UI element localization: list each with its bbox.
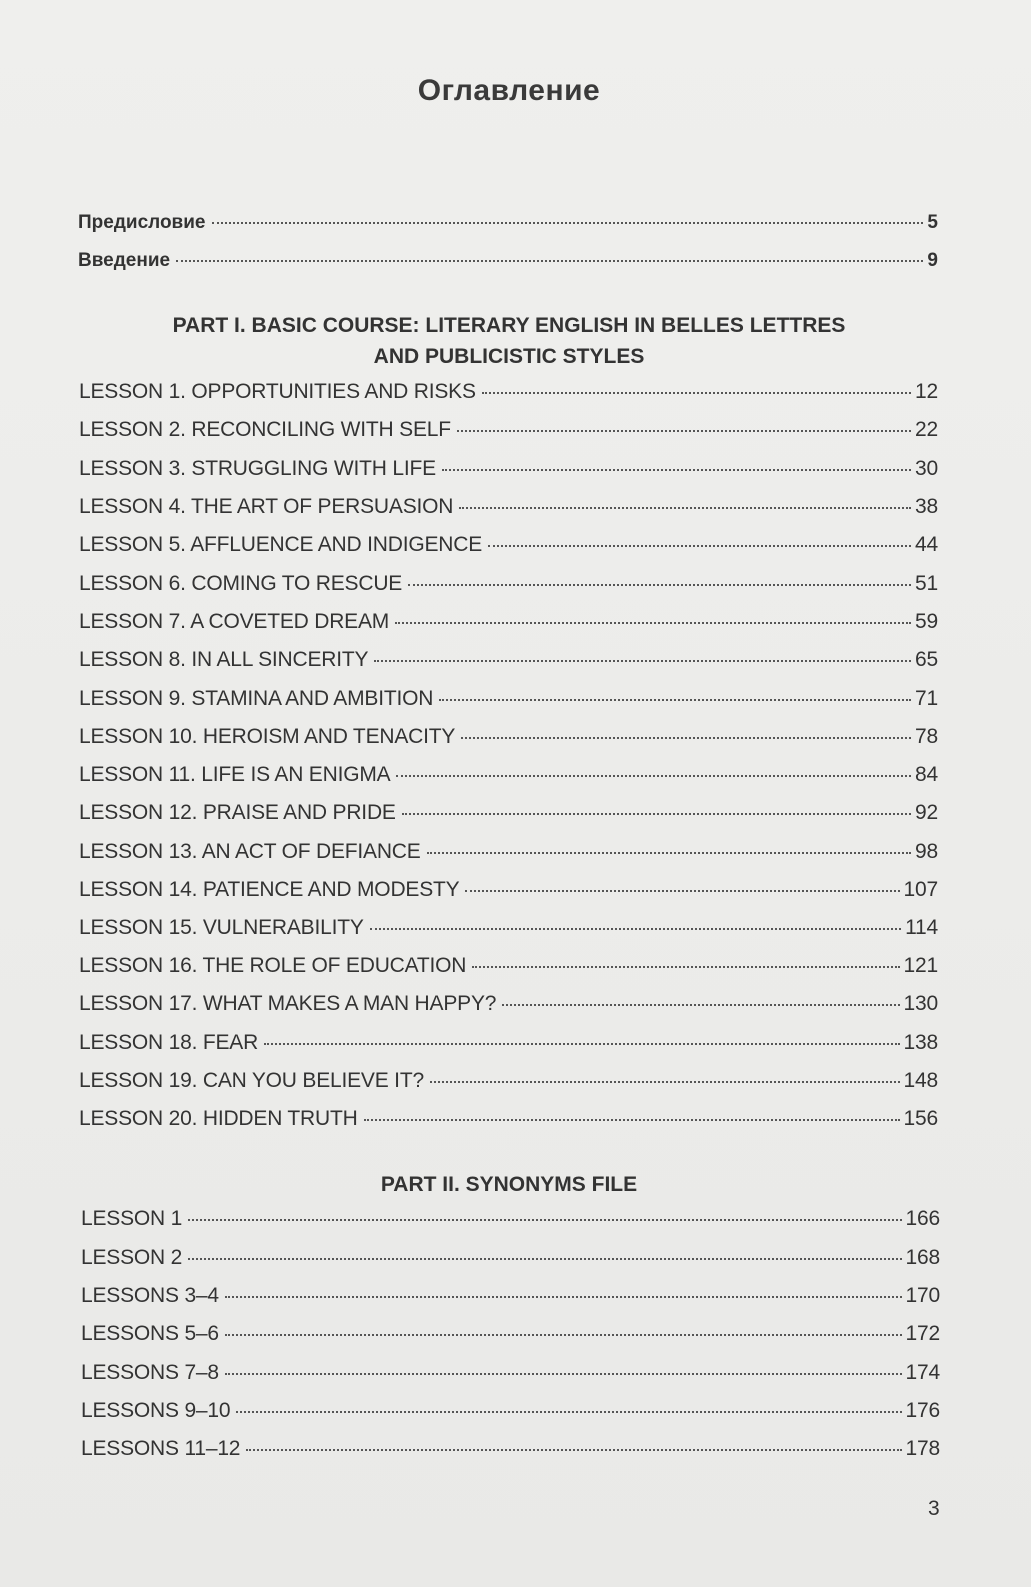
toc-entry-label: LESSON 5. AFFLUENCE AND INDIGENCE [79, 533, 483, 556]
toc-entry-lesson-6 [79, 572, 938, 602]
dot-leader [225, 1373, 902, 1375]
toc-entry-page: 78 [915, 725, 938, 748]
dot-leader [370, 928, 901, 930]
dot-leader [264, 1043, 899, 1045]
dot-leader [188, 1258, 901, 1260]
toc-entry-synonyms-11-12 [81, 1437, 940, 1467]
toc-entry-label: LESSON 3. STRUGGLING WITH LIFE [79, 457, 436, 480]
toc-entry-page: 172 [905, 1322, 940, 1345]
toc-entry-lesson-10 [79, 725, 938, 755]
toc-entry-lesson-12 [79, 801, 938, 831]
toc-entry-label: LESSON 20. HIDDEN TRUTH [79, 1107, 358, 1130]
dot-leader [374, 660, 911, 662]
dot-leader [246, 1449, 901, 1451]
toc-entry-preface [78, 212, 938, 242]
toc-entry-lesson-8 [79, 648, 938, 678]
toc-entry-page: 12 [915, 380, 938, 403]
dot-leader [364, 1119, 900, 1121]
toc-entry-label: LESSONS 9–10 [81, 1399, 231, 1422]
toc-entry-lesson-13 [79, 840, 938, 870]
dot-leader [439, 699, 911, 701]
toc-entry-page: 9 [927, 250, 938, 271]
toc-entry-page: 38 [915, 495, 938, 518]
toc-entry-lesson-5 [79, 533, 938, 563]
toc-entry-label: Предисловие [78, 212, 206, 233]
toc-entry-page: 51 [915, 572, 938, 595]
dot-leader [502, 1004, 899, 1006]
toc-entry-label: LESSON 13. AN ACT OF DEFIANCE [79, 840, 421, 863]
toc-entry-page: 138 [903, 1031, 938, 1054]
dot-leader [225, 1334, 902, 1336]
toc-entry-lesson-20 [79, 1107, 938, 1137]
page-number: 3 [928, 1497, 940, 1520]
toc-entry-page: 121 [903, 954, 938, 977]
toc-entry-page: 107 [903, 878, 938, 901]
dot-leader [395, 622, 911, 624]
toc-entry-page: 65 [915, 648, 938, 671]
toc-entry-synonyms-5-6 [81, 1322, 940, 1352]
dot-leader [212, 222, 924, 224]
toc-entry-label: LESSON 14. PATIENCE AND MODESTY [79, 878, 460, 901]
toc-entry-lesson-1 [79, 380, 938, 410]
toc-entry-page: 22 [915, 418, 938, 441]
toc-entry-page: 178 [905, 1437, 940, 1460]
toc-entry-label: LESSON 12. PRAISE AND PRIDE [79, 801, 396, 824]
dot-leader [465, 890, 899, 892]
dot-leader [482, 392, 911, 394]
toc-entry-lesson-17 [79, 992, 938, 1022]
toc-entry-page: 98 [915, 840, 938, 863]
dot-leader [459, 507, 911, 509]
toc-entry-label: LESSONS 11–12 [81, 1437, 241, 1460]
toc-entry-page: 59 [915, 610, 938, 633]
part-2-heading: PART II. SYNONYMS FILE [380, 1173, 638, 1196]
toc-entry-synonyms-2 [81, 1246, 940, 1276]
dot-leader [488, 545, 911, 547]
toc-entry-label: LESSON 11. LIFE IS AN ENIGMA [79, 763, 391, 786]
dot-leader [461, 737, 911, 739]
toc-entry-synonyms-1 [81, 1207, 940, 1237]
toc-entry-label: LESSON 19. CAN YOU BELIEVE IT? [79, 1069, 424, 1092]
toc-entry-label: LESSON 6. COMING TO RESCUE [79, 572, 403, 595]
dot-leader [442, 469, 911, 471]
toc-entry-label: LESSON 8. IN ALL SINCERITY [79, 648, 369, 671]
toc-entry-lesson-15 [79, 916, 938, 946]
toc-entry-synonyms-7-8 [81, 1361, 940, 1391]
toc-entry-introduction [78, 250, 938, 280]
toc-entry-page: 170 [905, 1284, 940, 1307]
toc-entry-label: LESSON 18. FEAR [79, 1031, 259, 1054]
toc-entry-page: 92 [915, 801, 938, 824]
dot-leader [225, 1296, 902, 1298]
toc-entry-lesson-7 [79, 610, 938, 640]
toc-entry-page: 71 [915, 687, 938, 710]
page-title: Оглавление [417, 74, 601, 107]
toc-entry-label: LESSON 15. VULNERABILITY [79, 916, 364, 939]
toc-entry-label: LESSON 1. OPPORTUNITIES AND RISKS [79, 380, 476, 403]
dot-leader [396, 775, 911, 777]
toc-entry-label: LESSON 9. STAMINA AND AMBITION [79, 687, 434, 710]
toc-entry-lesson-18 [79, 1031, 938, 1061]
toc-entry-page: 166 [905, 1207, 940, 1230]
dot-leader [236, 1411, 901, 1413]
toc-entry-lesson-3 [79, 457, 938, 487]
toc-entry-lesson-14 [79, 878, 938, 908]
toc-entry-label: LESSON 2. RECONCILING WITH SELF [79, 418, 451, 441]
part-1-heading [0, 310, 1018, 372]
dot-leader [472, 966, 899, 968]
toc-entry-page: 30 [915, 457, 938, 480]
toc-entry-label: LESSON 10. HEROISM AND TENACITY [79, 725, 456, 748]
toc-entry-label: LESSON 7. A COVETED DREAM [79, 610, 390, 633]
toc-entry-label: LESSON 17. WHAT MAKES A MAN HAPPY? [79, 992, 497, 1015]
toc-entry-label: LESSONS 5–6 [81, 1322, 219, 1345]
toc-entry-label: LESSON 2 [81, 1246, 183, 1269]
toc-entry-lesson-9 [79, 687, 938, 717]
part-1-heading-line-1: PART I. BASIC COURSE: LITERARY ENGLISH IN BELLES LETTRES [172, 314, 846, 337]
toc-entry-page: 5 [927, 212, 938, 233]
toc-entry-page: 130 [903, 992, 938, 1015]
toc-entry-page: 168 [905, 1246, 940, 1269]
toc-entry-label: Введение [78, 250, 171, 271]
toc-entry-label: LESSONS 3–4 [81, 1284, 219, 1307]
toc-entry-label: LESSON 1 [81, 1207, 183, 1230]
dot-leader [430, 1081, 900, 1083]
toc-entry-page: 156 [903, 1107, 938, 1130]
toc-entry-lesson-2 [79, 418, 938, 448]
toc-entry-page: 174 [905, 1361, 940, 1384]
dot-leader [408, 584, 911, 586]
toc-entry-page: 84 [915, 763, 938, 786]
toc-entry-label: LESSON 4. THE ART OF PERSUASION [79, 495, 454, 518]
dot-leader [188, 1219, 901, 1221]
toc-entry-label: LESSON 16. THE ROLE OF EDUCATION [79, 954, 467, 977]
toc-entry-synonyms-3-4 [81, 1284, 940, 1314]
dot-leader [402, 813, 911, 815]
part-1-heading-line-2: AND PUBLICISTIC STYLES [373, 345, 645, 368]
toc-entry-lesson-19 [79, 1069, 938, 1099]
toc-entry-lesson-16 [79, 954, 938, 984]
toc-entry-page: 44 [915, 533, 938, 556]
toc-entry-page: 114 [905, 916, 938, 939]
toc-entry-lesson-4 [79, 495, 938, 525]
toc-entry-label: LESSONS 7–8 [81, 1361, 219, 1384]
dot-leader [176, 260, 923, 262]
toc-entry-page: 148 [903, 1069, 938, 1092]
dot-leader [427, 852, 911, 854]
toc-entry-page: 176 [905, 1399, 940, 1422]
dot-leader [457, 430, 911, 432]
toc-entry-synonyms-9-10 [81, 1399, 940, 1429]
toc-entry-lesson-11 [79, 763, 938, 793]
